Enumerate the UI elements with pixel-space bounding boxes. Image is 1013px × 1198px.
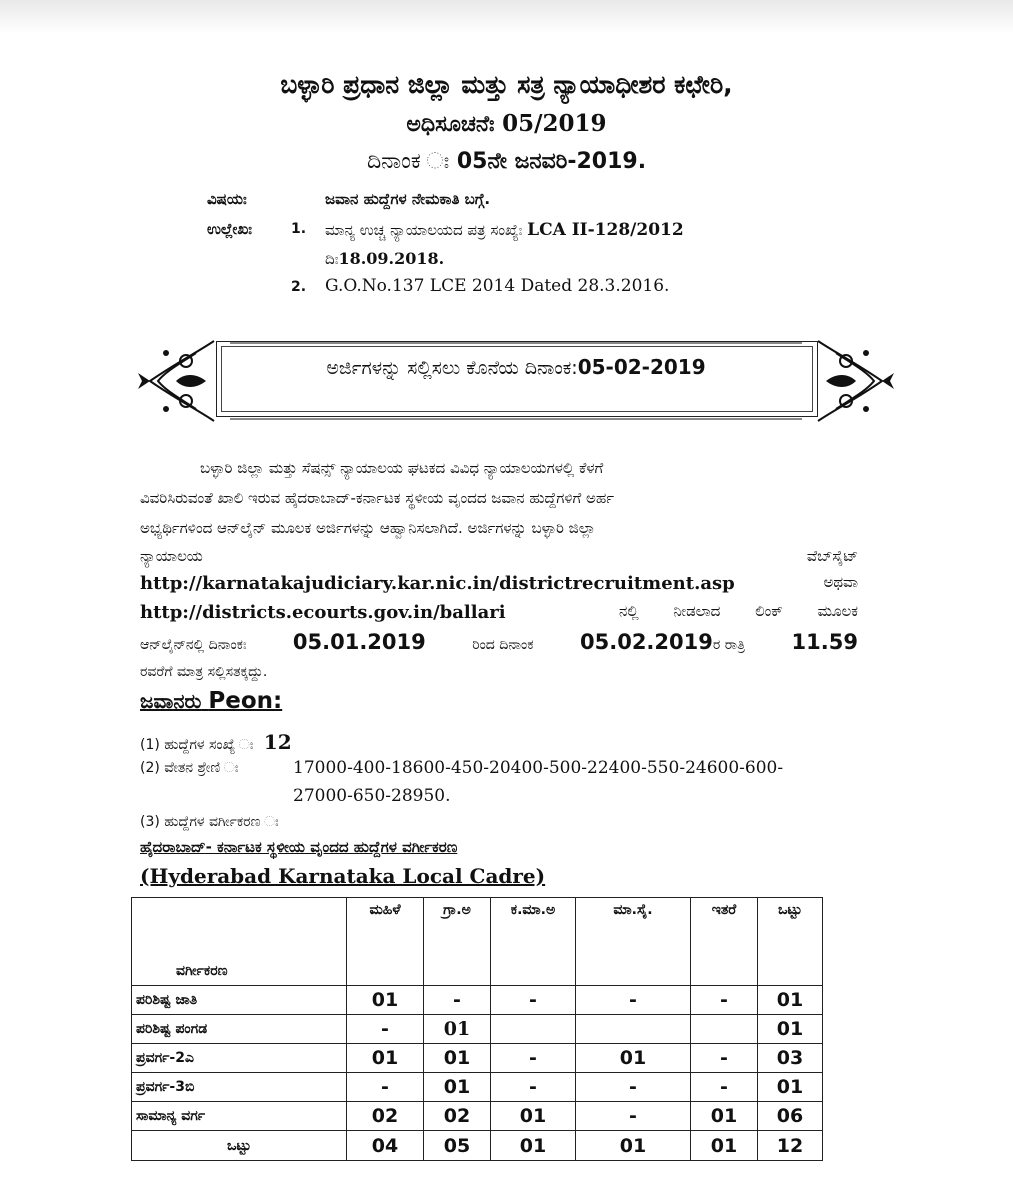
post-count-value: 12: [263, 730, 292, 754]
date-label: ದಿನಾಂಕ ಃ: [366, 149, 450, 174]
row-label: ಪರಿಶಿಷ್ಟ ಜಾತಿ: [132, 986, 347, 1015]
body-line-1: ಬಳ್ಳಾರಿ ಜಿಲ್ಲಾ ಮತ್ತು ಸೆಷನ್ಸ್ ನ್ಯಾಯಾಲಯ ಘಟಕದ ವಿವಿಧ ನ್ಯಾಯಾಲಯಗಳಲ್ಲಿ ಕೆಳಗೆ: [200, 459, 604, 477]
table-cell: 01: [758, 1015, 823, 1044]
reference-1-text: [325, 220, 684, 240]
cadre-title-kn: ಹೈದರಾಬಾದ್- ಕರ್ನಾಟಕ ಸ್ಥಳೀಯ ವೃಂದದ ಹುದ್ದೆಗಳ ವರ್ಗೀಕರಣ: [140, 838, 458, 856]
body-line-7-b: ರಿಂದ ದಿನಾಂಕ: [472, 637, 534, 653]
cadre-table: [131, 897, 823, 1161]
table-row: [132, 1044, 823, 1073]
deadline-date: 05-02-2019: [577, 355, 706, 379]
table-header-row: [132, 898, 823, 986]
table-cell: 03: [758, 1044, 823, 1073]
table-cell: 01: [424, 1073, 491, 1102]
reference-1-date: 18.09.2018.: [338, 249, 445, 268]
body-line-7: [140, 630, 858, 654]
table-cell: 01: [491, 1131, 576, 1161]
notification-number: 05/2019: [502, 110, 607, 137]
row-label: ಸಾಮಾನ್ಯ ವರ್ಗ: [132, 1102, 347, 1131]
recruitment-url-2[interactable]: http://districts.ecourts.gov.in/ballari: [140, 602, 506, 623]
row-label: ಪ್ರವರ್ಗ-2ಎ: [132, 1044, 347, 1073]
date-line: [0, 149, 1013, 174]
body-line-2: [140, 489, 858, 507]
table-row: [132, 1102, 823, 1131]
classification-label: (3) ಹುದ್ದೆಗಳ ವರ್ಗೀಕರಣ ಃ: [140, 814, 279, 830]
table-total-row: [132, 1131, 823, 1161]
table-cell: -: [691, 986, 758, 1015]
table-cell: -: [576, 986, 691, 1015]
post-count-line: [140, 730, 292, 754]
body-line-4-right: ವೆಬ್‌ಸೈಟ್: [806, 547, 858, 565]
reference-label: ಉಲ್ಲೇಖಃ: [207, 220, 252, 238]
col-header: ಒಟ್ಟು: [758, 898, 823, 986]
table-cell: 01: [347, 986, 424, 1015]
table-cell: [576, 1015, 691, 1044]
table-cell: -: [576, 1102, 691, 1131]
subject-label: ವಿಷಯಃ: [207, 190, 247, 208]
post-title-kn: ಜವಾನರು: [140, 689, 202, 713]
col-header: ಗ್ರಾ.ಅ: [424, 898, 491, 986]
recruitment-url-1[interactable]: http://karnatakajudiciary.kar.nic.in/districtrecruitment.asp: [140, 573, 735, 594]
table-cell: -: [491, 1044, 576, 1073]
body-line-8: ರವರೆಗೆ ಮಾತ್ರ ಸಲ್ಲಿಸತಕ್ಕದ್ದು.: [140, 664, 268, 680]
table-cell: 01: [758, 986, 823, 1015]
table-cell: -: [347, 1073, 424, 1102]
row-label: ಒಟ್ಟು: [132, 1131, 347, 1161]
notification-line: [0, 110, 1013, 137]
body-line-4-left: ನ್ಯಾಯಾಲಯ: [140, 547, 203, 565]
deadline-label: ಅರ್ಜಿಗಳನ್ನು ಸಲ್ಲಿಸಲು ಕೊನೆಯ ದಿನಾಂಕ:: [326, 357, 578, 379]
table-cell: 01: [424, 1044, 491, 1073]
reference-1-date-prefix: ದಿಃ: [325, 250, 339, 268]
pay-scale-label: (2) ವೇತನ ಶ್ರೇಣಿ ಃ: [140, 760, 239, 776]
table-cell: 01: [691, 1102, 758, 1131]
reference-2-text: G.O.No.137 LCE 2014 Dated 28.3.2016.: [325, 276, 670, 296]
body-line-6: [140, 602, 858, 623]
table-cell: -: [691, 1073, 758, 1102]
date-to-group: [580, 630, 745, 654]
post-count-label: (1) ಹುದ್ದೆಗಳ ಸಂಖ್ಯೆ ಃ: [140, 737, 254, 753]
table-cell: -: [576, 1073, 691, 1102]
office-title: ಬಳ್ಳಾರಿ ಪ್ರಧಾನ ಜಿಲ್ಲಾ ಮತ್ತು ಸತ್ರ ನ್ಯಾಯಾಧೀಶರ ಕಛೇರಿ,: [280, 70, 733, 99]
col-header: ಕ.ಮಾ.ಅ: [491, 898, 576, 986]
table-cell: 05: [424, 1131, 491, 1161]
post-title-en: Peon:: [208, 688, 283, 714]
table-cell: 01: [491, 1102, 576, 1131]
table-cell: -: [491, 1073, 576, 1102]
table-cell: 01: [424, 1015, 491, 1044]
table-cell: -: [347, 1015, 424, 1044]
table-row: [132, 1073, 823, 1102]
reference-1-number: 1.: [291, 221, 307, 237]
body-line-7-c: ರ ರಾತ್ರಿ: [712, 637, 746, 653]
col-header: ಮಹಿಳೆ: [347, 898, 424, 986]
table-cell: 02: [347, 1102, 424, 1131]
table-cell: 02: [424, 1102, 491, 1131]
body-line-5: [140, 573, 858, 594]
banner-box: [216, 341, 818, 417]
col-header: ಮಾ.ಸೈ.: [576, 898, 691, 986]
or-text: ಅಥವಾ: [823, 573, 858, 591]
post-title: [140, 688, 282, 714]
table-row: [132, 986, 823, 1015]
date-value: 05ನೇ ಜನವರಿ-2019.: [456, 149, 647, 174]
table-cell: 01: [758, 1073, 823, 1102]
reference-2-number: 2.: [291, 279, 307, 295]
body-line-6-rest: ನಲ್ಲಿ ನೀಡಲಾದ ಲಿಂಕ್ ಮೂಲಕ: [618, 602, 858, 620]
pay-scale-value-2: 27000-650-28950.: [293, 786, 451, 806]
reference-1-date-line: [325, 249, 444, 268]
table-cell: 01: [347, 1044, 424, 1073]
table-cell: [691, 1015, 758, 1044]
table-cell: 04: [347, 1131, 424, 1161]
table-cell: 12: [758, 1131, 823, 1161]
row-label: ಪರಿಶಿಷ್ಟ ಪಂಗಡ: [132, 1015, 347, 1044]
table-cell: 06: [758, 1102, 823, 1131]
body-line-3: ಅಭ್ಯರ್ಥಿಗಳಿಂದ ಆನ್‌ಲೈನ್ ಮೂಲಕ ಅರ್ಜಿಗಳನ್ನು ಆಹ್ವಾನಿಸಲಾಗಿದೆ. ಅರ್ಜಿಗಳನ್ನು ಬಳ್ಳಾರಿ ಜಿಲ್ಲಾ: [140, 519, 596, 537]
subject-text: ಜವಾನ ಹುದ್ದೆಗಳ ನೇಮಕಾತಿ ಬಗ್ಗೆ.: [325, 190, 491, 208]
col-header: ಇತರೆ: [691, 898, 758, 986]
deadline-time: 11.59: [791, 630, 858, 654]
reference-1-code: LCA II-128/2012: [527, 220, 684, 240]
table-row: [132, 1015, 823, 1044]
date-to: 05.02.2019: [580, 630, 713, 654]
deadline-banner: [136, 333, 896, 429]
body-line-4: [140, 547, 858, 565]
table-cell: -: [491, 986, 576, 1015]
deadline-text: [136, 355, 896, 379]
body-line-7-a: ಆನ್‌ಲೈನ್‌ನಲ್ಲಿ ದಿನಾಂಕಃ: [140, 637, 247, 653]
pay-scale-value: 17000-400-18600-450-20400-500-22400-550-24600-600-: [293, 758, 784, 778]
table-cell: -: [424, 986, 491, 1015]
table-cell: 01: [576, 1131, 691, 1161]
table-cell: [491, 1015, 576, 1044]
table-cell: 01: [691, 1131, 758, 1161]
table-cell: -: [691, 1044, 758, 1073]
table-corner: ವರ್ಗೀಕರಣ: [132, 898, 347, 986]
notification-label: ಅಧಿಸೂಚನೆಃ: [406, 112, 495, 137]
cadre-title-en: (Hyderabad Karnataka Local Cadre): [140, 864, 546, 888]
date-from: 05.01.2019: [292, 630, 426, 654]
body-line-2-text: ವಿವರಿಸಿರುವಂತೆ ಖಾಲಿ ಇರುವ ಹೈದರಾಬಾದ್-ಕರ್ನಾಟಕ ಸ್ಥಳೀಯ ವೃಂದದ ಜವಾನ ಹುದ್ದೆಗಳಿಗೆ ಅರ್ಹ: [140, 489, 615, 507]
row-label: ಪ್ರವರ್ಗ-3ಬಿ: [132, 1073, 347, 1102]
reference-1-desc: ಮಾನ್ಯ ಉಚ್ಚ ನ್ಯಾಯಾಲಯದ ಪತ್ರ ಸಂಖ್ಯೆಃ: [325, 221, 523, 239]
table-cell: 01: [576, 1044, 691, 1073]
